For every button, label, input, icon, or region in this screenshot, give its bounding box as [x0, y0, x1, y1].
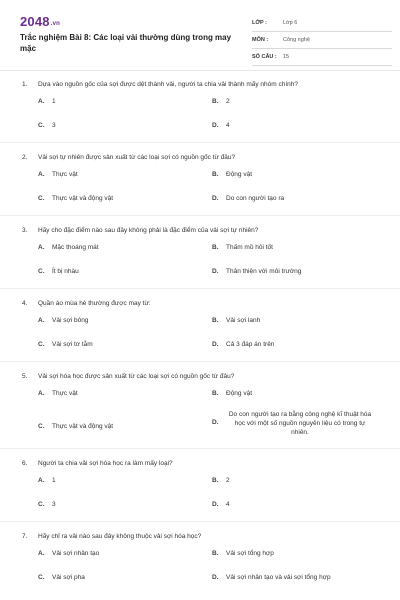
option-d[interactable] [212, 195, 378, 203]
question-prompt: Vải sợi hóa học được sản xuất từ các loại sợi có nguồn gốc từ đâu? [38, 373, 235, 380]
option-b[interactable] [212, 550, 378, 558]
meta-label-subject: MÔN : [252, 37, 269, 43]
option-letter: C. [38, 195, 45, 202]
logo-suffix: .vn [50, 21, 61, 27]
option-text: Mặc thoáng mát [52, 244, 99, 251]
option-text: 3 [52, 122, 56, 129]
option-letter: C. [38, 268, 45, 275]
question-prompt: Hãy chỉ ra vải nào sau đây không thuộc vải sợi hóa học? [38, 533, 202, 540]
option-text: 4 [226, 501, 230, 508]
question-number: 2. [22, 154, 28, 161]
option-letter: B. [212, 244, 219, 251]
option-text: 3 [52, 501, 56, 508]
option-text: Vải sợi tơ tằm [52, 341, 93, 348]
option-letter: A. [38, 390, 45, 397]
option-a[interactable] [38, 477, 208, 485]
option-text: Thực vật và động vật [52, 423, 114, 430]
option-letter: D. [212, 574, 219, 581]
option-text: Vải sợi pha [52, 574, 85, 581]
option-a[interactable] [38, 317, 208, 325]
site-logo[interactable] [20, 14, 60, 29]
option-letter: A. [38, 550, 45, 557]
option-b[interactable] [212, 317, 378, 325]
question-number: 1. [22, 81, 28, 88]
question-3 [22, 224, 378, 289]
option-a[interactable] [38, 550, 208, 558]
question-prompt: Dựa vào nguồn gốc của sợi được dệt thành vải, người ta chia vải thành mấy nhóm chính? [38, 81, 298, 88]
question-divider [0, 288, 400, 289]
question-number: 7. [22, 533, 28, 540]
option-letter: D. [212, 419, 219, 426]
option-a[interactable] [38, 98, 208, 106]
option-text: 1 [52, 98, 56, 105]
option-letter: D. [212, 122, 219, 129]
option-a[interactable] [38, 171, 208, 179]
option-text: Cả 3 đáp án trên [226, 341, 275, 348]
question-2 [22, 151, 378, 216]
quiz-header [20, 12, 384, 62]
option-d[interactable] [212, 122, 378, 130]
option-c[interactable] [38, 268, 208, 276]
question-number: 5. [22, 373, 28, 380]
option-letter: B. [212, 477, 219, 484]
option-text: Thực vật [52, 390, 78, 397]
option-c[interactable] [38, 501, 208, 509]
option-b[interactable] [212, 477, 378, 485]
option-text: 4 [226, 122, 230, 129]
option-text: Ít bị nhàu [52, 268, 79, 275]
meta-row-class [252, 18, 392, 32]
question-text [22, 151, 378, 165]
option-text: Động vật [226, 390, 253, 397]
question-6 [22, 457, 378, 522]
option-text: Vải sợi nhân tạo [52, 550, 100, 557]
question-7 [22, 530, 378, 592]
option-b[interactable] [212, 244, 378, 252]
meta-value-class: Lớp 6 [283, 20, 298, 26]
question-prompt: Hãy cho đặc điểm nào sau đây không phải là đặc điểm của vải sợi tự nhiên? [38, 227, 259, 234]
option-letter: A. [38, 244, 45, 251]
option-letter: B. [212, 550, 219, 557]
option-letter: B. [212, 98, 219, 105]
option-a[interactable] [38, 390, 208, 398]
option-text: 1 [52, 477, 56, 484]
option-c[interactable] [38, 195, 208, 203]
option-c[interactable] [38, 574, 208, 582]
question-number: 4. [22, 300, 28, 307]
option-letter: A. [38, 477, 45, 484]
meta-value-count: 15 [283, 54, 290, 60]
question-5 [22, 370, 378, 449]
meta-value-subject: Công nghệ [283, 37, 310, 43]
question-text [22, 457, 378, 471]
option-c[interactable] [38, 423, 208, 431]
quiz-meta [252, 18, 392, 69]
option-text: Do con người tạo ra [226, 195, 285, 202]
option-letter: A. [38, 171, 45, 178]
option-d[interactable] [212, 268, 378, 276]
option-text: Động vật [226, 171, 253, 178]
question-list [22, 78, 378, 592]
option-text: Vải sợi bông [52, 317, 89, 324]
logo-text: 2048 [20, 14, 50, 29]
question-divider [0, 361, 400, 362]
option-letter: D. [212, 501, 219, 508]
question-number: 3. [22, 227, 28, 234]
meta-label-count: SỐ CÂU : [252, 54, 277, 60]
option-text: Thân thiện với môi trường [226, 268, 302, 275]
question-divider [0, 142, 400, 143]
option-letter: C. [38, 574, 45, 581]
option-text: Thực vật [52, 171, 78, 178]
option-a[interactable] [38, 244, 208, 252]
option-letter: B. [212, 390, 219, 397]
option-text: Thấm mồ hôi tốt [226, 244, 273, 251]
option-letter: C. [38, 122, 45, 129]
option-text: 2 [226, 98, 230, 105]
option-letter: B. [212, 317, 219, 324]
option-letter: B. [212, 171, 219, 178]
option-letter: D. [212, 341, 219, 348]
option-letter: D. [212, 195, 219, 202]
option-letter: C. [38, 341, 45, 348]
question-prompt: Người ta chia vải sợi hóa học ra làm mấy loại? [38, 460, 173, 467]
question-divider [0, 215, 400, 216]
meta-label-class: LỚP : [252, 20, 267, 26]
question-text [22, 78, 378, 92]
question-divider [0, 521, 400, 522]
option-letter: C. [38, 423, 45, 430]
meta-row-subject [252, 35, 392, 49]
option-text: 2 [226, 477, 230, 484]
option-text: Vải sợi lanh [226, 317, 261, 324]
question-text [22, 370, 378, 384]
question-prompt: Vải sợi tự nhiên được sản xuất từ các loại sợi có nguồn gốc từ đâu? [38, 154, 236, 161]
option-text: Do con người tạo ra bằng công nghệ kĩ thuật hóa học với một số nguồn nguyên liệu có trong tự nhiên. [228, 411, 372, 436]
option-text: Thực vật và động vật [52, 195, 114, 202]
option-letter: C. [38, 501, 45, 508]
meta-row-count [252, 52, 392, 66]
option-b[interactable] [212, 390, 378, 398]
option-letter: D. [212, 268, 219, 275]
option-letter: A. [38, 98, 45, 105]
option-d[interactable] [212, 501, 378, 509]
question-text [22, 297, 378, 311]
header-divider [0, 70, 400, 71]
option-text: Vải sợi tổng hợp [226, 550, 274, 557]
question-1 [22, 78, 378, 143]
question-4 [22, 297, 378, 362]
option-d[interactable] [212, 410, 378, 437]
option-letter: A. [38, 317, 45, 324]
option-d[interactable] [212, 574, 378, 582]
question-text [22, 530, 378, 544]
option-b[interactable] [212, 98, 378, 106]
option-b[interactable] [212, 171, 378, 179]
question-prompt: Quần áo mùa hè thường được may từ: [38, 300, 151, 307]
option-c[interactable] [38, 122, 208, 130]
option-d[interactable] [212, 341, 378, 349]
option-text: Vải sợi nhân tạo và vải sợi tổng hợp [226, 574, 331, 581]
question-divider [0, 448, 400, 449]
question-text [22, 224, 378, 238]
question-number: 6. [22, 460, 28, 467]
quiz-title: Trắc nghiệm Bài 8: Các loại vải thường dùng trong may mặc [20, 33, 232, 53]
option-c[interactable] [38, 341, 208, 349]
